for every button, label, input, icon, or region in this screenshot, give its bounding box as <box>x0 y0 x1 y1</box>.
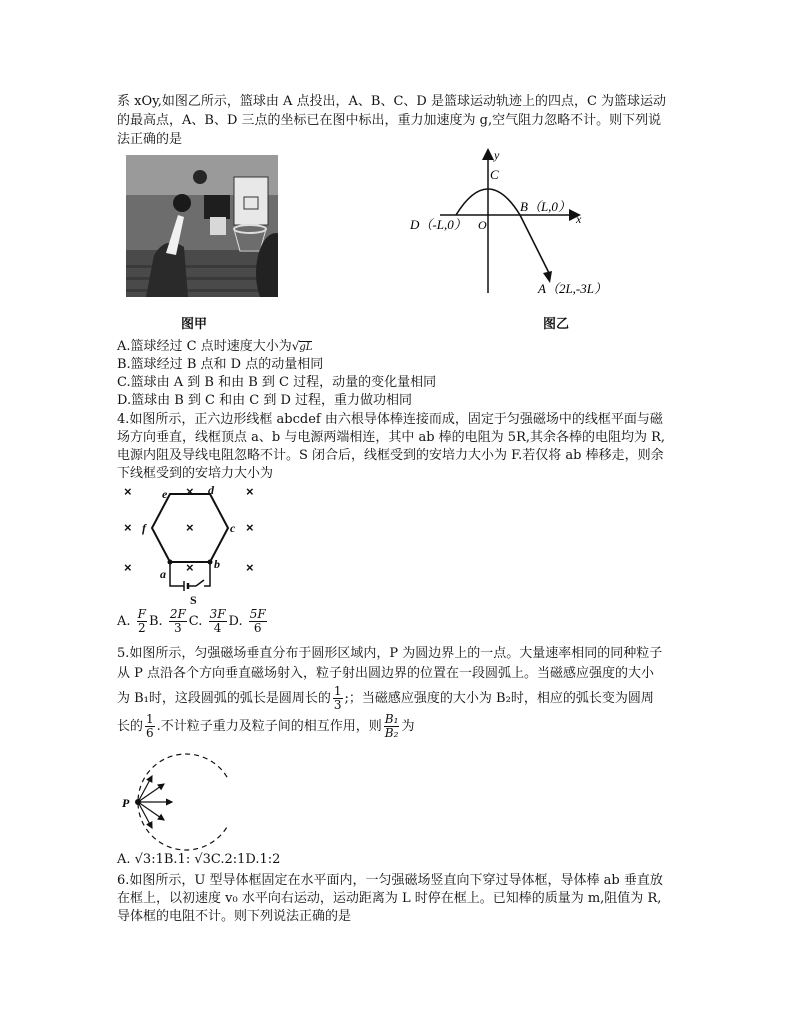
q5-stem-line-2: 从 P 点沿各个方向垂直磁场射入，粒子射出圆边界的位置在一段圆弧上。当磁感应强度的大小 <box>117 666 655 681</box>
field-cross-icon: × <box>186 520 194 535</box>
hexagon-circuit-diagram <box>116 482 272 608</box>
q4-stem-line-1: 4.如图所示，正六边形线框 abcdef 由六根导体棒连接而成，固定于匀强磁场中的线框平面与磁 <box>117 412 663 427</box>
q5-stem-line-4: 长的 $\frac{1}{6}$ .不计粒子重力及粒子间的相互作用，则 $\frac{\text{B₁}}{\text{B₂}}$ 为 <box>117 712 415 740</box>
q5-stem-line-3: 为 B₁时，这段圆弧的弧长是圆周长的 $\frac{1}{3}$ ;；当磁感应强度的大小为 B₂时，相应的弧长变为圆周 <box>117 684 654 712</box>
q4-stem-line-2: 场方向垂直，线框顶点 a、b 与电源两端相连，其中 ab 棒的电阻为 5R,其余各棒的电阻均为 R, <box>117 430 666 445</box>
q4-option-A-fraction: $\frac{F}{2}$ <box>137 607 146 635</box>
q3-stem-line-2: 的最高点，A、B、D 三点的坐标已在图中标出，重力加速度为 g,空气阻力忽略不计。则下列说 <box>117 113 662 128</box>
label-y: y <box>494 148 500 162</box>
vertex-c-label: c <box>230 521 236 535</box>
label-x: x <box>576 212 582 226</box>
q3-option-B: B.篮球经过 B 点和 D 点的动量相同 <box>117 357 324 372</box>
field-cross-icon: × <box>246 560 254 575</box>
label-O: O <box>478 218 487 232</box>
trajectory-diagram <box>400 145 610 305</box>
label-C: C <box>490 167 499 182</box>
label-D: D（-L,0） <box>410 217 467 232</box>
basketball-photo <box>126 155 278 297</box>
field-cross-icon: × <box>186 560 194 575</box>
q6-stem-line-1: 6.如图所示，U 型导体框固定在水平面内，一匀强磁场竖直向下穿过导体框，导体棒 ab 垂直放 <box>117 873 663 888</box>
field-cross-icon: × <box>124 484 132 499</box>
q3-option-D: D.篮球由 B 到 C 和由 C 到 D 过程，重力做功相同 <box>117 393 413 408</box>
q5-fraction-one-third: $\frac{1}{3}$ <box>333 684 342 712</box>
q3-option-A-text: A.篮球经过 C 点时速度大小为 <box>117 339 292 354</box>
q5-fraction-one-sixth: $\frac{1}{6}$ <box>146 712 154 740</box>
field-cross-icon: × <box>186 484 194 499</box>
velocity-arrow-icon <box>138 784 164 802</box>
q3-stem-line-1: 系 xOy,如图乙所示，篮球由 A 点投出，A、B、C、D 是篮球运动轨迹上的四点，C 为篮球运动 <box>117 94 667 109</box>
q4-option-B-label: B. <box>149 614 163 629</box>
vertex-d-label: d <box>208 483 214 497</box>
label-B: B（L,0） <box>520 199 571 214</box>
vertex-b-label: b <box>214 557 220 571</box>
q3-option-A <box>117 338 312 356</box>
fig-yi-caption: 图乙 <box>543 317 570 332</box>
vertex-a-label: a <box>160 567 166 581</box>
q6-stem-line-3: 导体框的电阻不计。则下列说法正确的是 <box>117 909 352 924</box>
q3-option-C: C.篮球由 A 到 B 和由 B 到 C 过程，动量的变化量相同 <box>117 375 437 390</box>
switch-label: S <box>190 593 197 607</box>
q3-option-A-radicand: gL <box>299 342 313 353</box>
q3-stem-line-3: 法正确的是 <box>117 132 183 147</box>
q6-stem-line-2: 在框上，以初速度 v₀ 水平向右运动，运动距离为 L 时停在框上。已知棒的质量为 m,阻值为 R, <box>117 891 662 906</box>
vertex-e-label: e <box>162 487 168 501</box>
q5-ratio-fraction: $\frac{\text{B₁}}{\text{B₂}}$ <box>384 712 399 740</box>
fig-jia-caption: 图甲 <box>181 317 208 332</box>
q5-options: A. √3:1B.1: √3C.2:1D.1:2 <box>117 852 281 867</box>
field-cross-icon: × <box>124 560 132 575</box>
q4-stem-line-4: 下线框受到的安培力大小为 <box>117 466 274 481</box>
velocity-arrow-icon <box>138 802 164 820</box>
label-P: P <box>122 796 130 810</box>
q4-option-D-label: D. <box>228 614 243 629</box>
q4-option-D-fraction: $\frac{5F}{6}$ <box>249 607 266 635</box>
field-cross-icon: × <box>246 520 254 535</box>
switch-icon <box>196 580 204 586</box>
circular-field-diagram <box>118 748 228 852</box>
q5-stem-line-1: 5.如图所示，匀强磁场垂直分布于圆形区域内，P 为圆边界上的一点。大量速率相同的同种粒子 <box>117 646 663 661</box>
q4-options <box>117 608 269 635</box>
q4-option-C-label: C. <box>188 614 203 629</box>
field-cross-icon: × <box>124 520 132 535</box>
q4-option-A-label: A. <box>117 614 131 629</box>
label-A: A（2L,-3L） <box>538 281 607 296</box>
vertex-f-label: f <box>142 521 146 535</box>
q4-option-B-fraction: $\frac{2F}{3}$ <box>169 607 186 635</box>
field-cross-icon: × <box>246 484 254 499</box>
q4-option-C-fraction: $\frac{3F}{4}$ <box>209 607 226 635</box>
sqrt-icon: √ <box>291 339 300 353</box>
q4-stem-line-3: 电源内阻及导线电阻忽略不计。S 闭合后，线框受到的安培力大小为 F.若仅将 ab 棒移走，则余 <box>117 448 664 463</box>
